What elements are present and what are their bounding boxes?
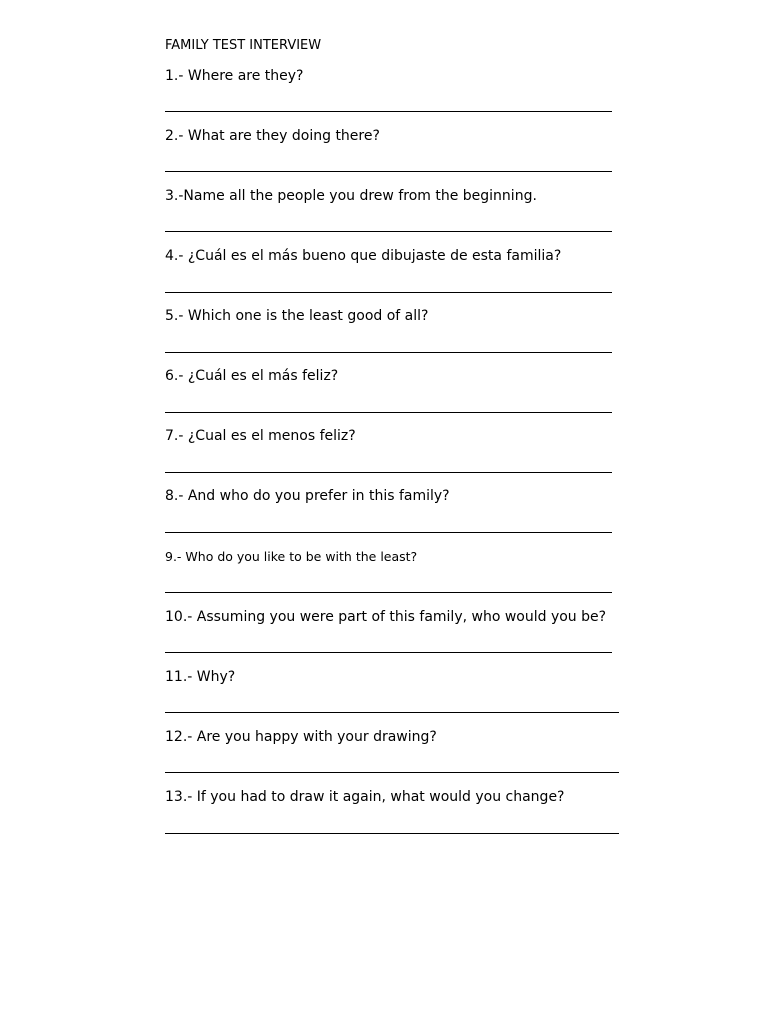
question-9: 9.- Who do you like to be with the least?: [165, 549, 418, 564]
answer-line-8: [165, 532, 612, 533]
question-10: 10.- Assuming you were part of this family, who would you be?: [165, 609, 607, 625]
question-11: 11.- Why?: [165, 669, 236, 685]
answer-line-5: [165, 352, 612, 353]
question-1: 1.- Where are they?: [165, 68, 304, 84]
answer-line-10: [165, 652, 612, 653]
answer-line-4: [165, 292, 612, 293]
question-7: 7.- ¿Cual es el menos feliz?: [165, 428, 356, 444]
question-5: 5.- Which one is the least good of all?: [165, 308, 429, 324]
answer-line-11: [165, 712, 619, 713]
question-3: 3.-Name all the people you drew from the beginning.: [165, 188, 537, 204]
answer-line-2: [165, 171, 612, 172]
question-12: 12.- Are you happy with your drawing?: [165, 729, 437, 745]
question-2: 2.- What are they doing there?: [165, 128, 380, 144]
question-4: 4.- ¿Cuál es el más bueno que dibujaste de esta familia?: [165, 248, 562, 264]
document-title: FAMILY TEST INTERVIEW: [165, 38, 322, 53]
answer-line-7: [165, 472, 612, 473]
answer-line-13: [165, 833, 619, 834]
question-6: 6.- ¿Cuál es el más feliz?: [165, 368, 339, 384]
answer-line-9: [165, 592, 612, 593]
answer-line-12: [165, 772, 619, 773]
answer-line-3: [165, 231, 612, 232]
answer-line-1: [165, 111, 612, 112]
answer-line-6: [165, 412, 612, 413]
question-8: 8.- And who do you prefer in this family?: [165, 488, 450, 504]
question-13: 13.- If you had to draw it again, what would you change?: [165, 789, 565, 805]
